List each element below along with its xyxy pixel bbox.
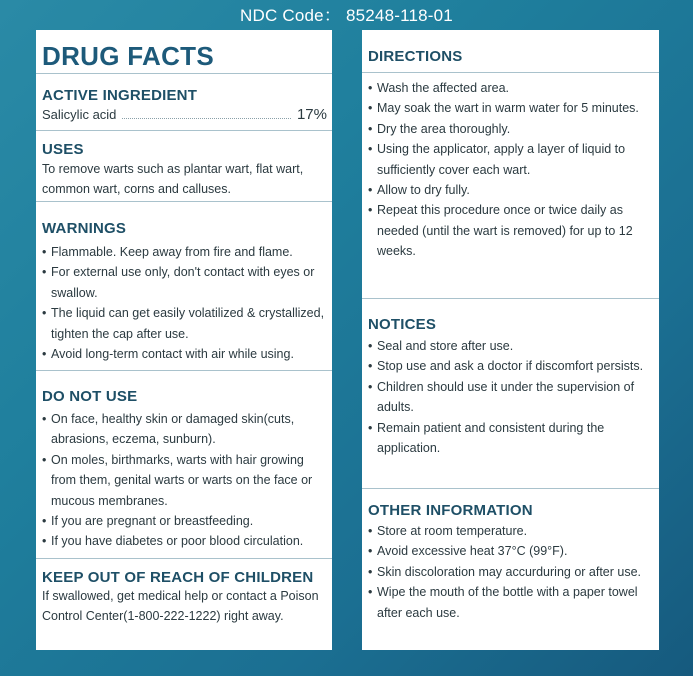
warnings-section bbox=[36, 219, 332, 364]
directions-list bbox=[368, 78, 654, 262]
other-information-section bbox=[362, 501, 659, 623]
list-item: • If you have diabetes or poor blood circulation. bbox=[42, 531, 327, 551]
list-item: • Flammable. Keep away from fire and flame. bbox=[42, 242, 327, 262]
active-ingredient-heading: ACTIVE INGREDIENT bbox=[42, 87, 198, 104]
drug-facts-right-panel bbox=[362, 30, 659, 650]
divider bbox=[36, 558, 332, 559]
list-item: • Store at room temperature. bbox=[368, 521, 654, 541]
list-item: • On face, healthy skin or damaged skin(cuts, abrasions, eczema, sunburn). bbox=[42, 409, 327, 450]
warnings-heading: WARNINGS bbox=[42, 220, 127, 237]
other-information-heading: OTHER INFORMATION bbox=[368, 502, 533, 519]
active-ingredient-section bbox=[36, 86, 332, 125]
do-not-use-list bbox=[42, 409, 327, 552]
ingredient-percent: 17% bbox=[296, 106, 327, 123]
divider bbox=[36, 73, 332, 74]
list-item: • Seal and store after use. bbox=[368, 336, 654, 356]
uses-section bbox=[36, 140, 332, 200]
list-item: • Wash the affected area. bbox=[368, 78, 654, 98]
list-item: • May soak the wart in warm water for 5 minutes. bbox=[368, 98, 654, 118]
directions-section bbox=[362, 47, 659, 70]
dot-leader bbox=[122, 118, 291, 119]
list-item: • Dry the area thoroughly. bbox=[368, 119, 654, 139]
list-item: • Allow to dry fully. bbox=[368, 180, 654, 200]
divider bbox=[36, 130, 332, 131]
keep-out-heading: KEEP OUT OF REACH OF CHILDREN bbox=[42, 569, 314, 586]
list-item: • Repeat this procedure once or twice daily as needed (until the wart is removed) for up to 12 weeks. bbox=[368, 200, 654, 261]
keep-out-section bbox=[36, 568, 332, 626]
list-item: • For external use only, don't contact with eyes or swallow. bbox=[42, 262, 327, 303]
uses-heading: USES bbox=[42, 141, 84, 158]
list-item: • Avoid long-term contact with air while using. bbox=[42, 344, 327, 364]
divider bbox=[362, 488, 659, 489]
divider bbox=[362, 72, 659, 73]
ndc-code: NDC Code： 85248-118-01 bbox=[240, 6, 453, 25]
list-item: • Wipe the mouth of the bottle with a paper towel after each use. bbox=[368, 582, 654, 623]
do-not-use-heading: DO NOT USE bbox=[42, 388, 138, 405]
drug-facts-title: DRUG FACTS bbox=[42, 41, 214, 71]
divider bbox=[36, 201, 332, 202]
notices-section bbox=[362, 315, 659, 458]
drug-facts-title-section bbox=[36, 41, 332, 71]
directions-heading: DIRECTIONS bbox=[368, 48, 463, 65]
list-item: • On moles, birthmarks, warts with hair growing from them, genital warts or warts on the face or mucous membranes. bbox=[42, 450, 327, 511]
notices-list bbox=[368, 336, 654, 458]
list-item: • Children should use it under the supervision of adults. bbox=[368, 377, 654, 418]
divider bbox=[36, 370, 332, 371]
list-item: • If you are pregnant or breastfeeding. bbox=[42, 511, 327, 531]
keep-out-text: If swallowed, get medical help or contact a Poison Control Center(1-800-222-1222) right away. bbox=[42, 589, 319, 623]
directions-list-section bbox=[362, 78, 659, 262]
do-not-use-section bbox=[36, 387, 332, 552]
notices-heading: NOTICES bbox=[368, 316, 437, 333]
list-item: • Using the applicator, apply a layer of liquid to sufficiently cover each wart. bbox=[368, 139, 654, 180]
list-item: • The liquid can get easily volatilized & crystallized, tighten the cap after use. bbox=[42, 303, 327, 344]
warnings-list bbox=[42, 242, 327, 364]
uses-text: To remove warts such as plantar wart, flat wart, common wart, corns and calluses. bbox=[42, 162, 304, 197]
list-item: • Stop use and ask a doctor if discomfort persists. bbox=[368, 356, 654, 376]
list-item: • Remain patient and consistent during the application. bbox=[368, 418, 654, 459]
list-item: • Avoid excessive heat 37°C (99°F). bbox=[368, 541, 654, 561]
ingredient-name: Salicylic acid bbox=[42, 107, 117, 122]
ingredient-row bbox=[42, 105, 327, 125]
drug-facts-left-panel bbox=[36, 30, 332, 650]
divider bbox=[362, 298, 659, 299]
list-item: • Skin discoloration may accurduring or after use. bbox=[368, 562, 654, 582]
other-information-list bbox=[368, 521, 654, 623]
